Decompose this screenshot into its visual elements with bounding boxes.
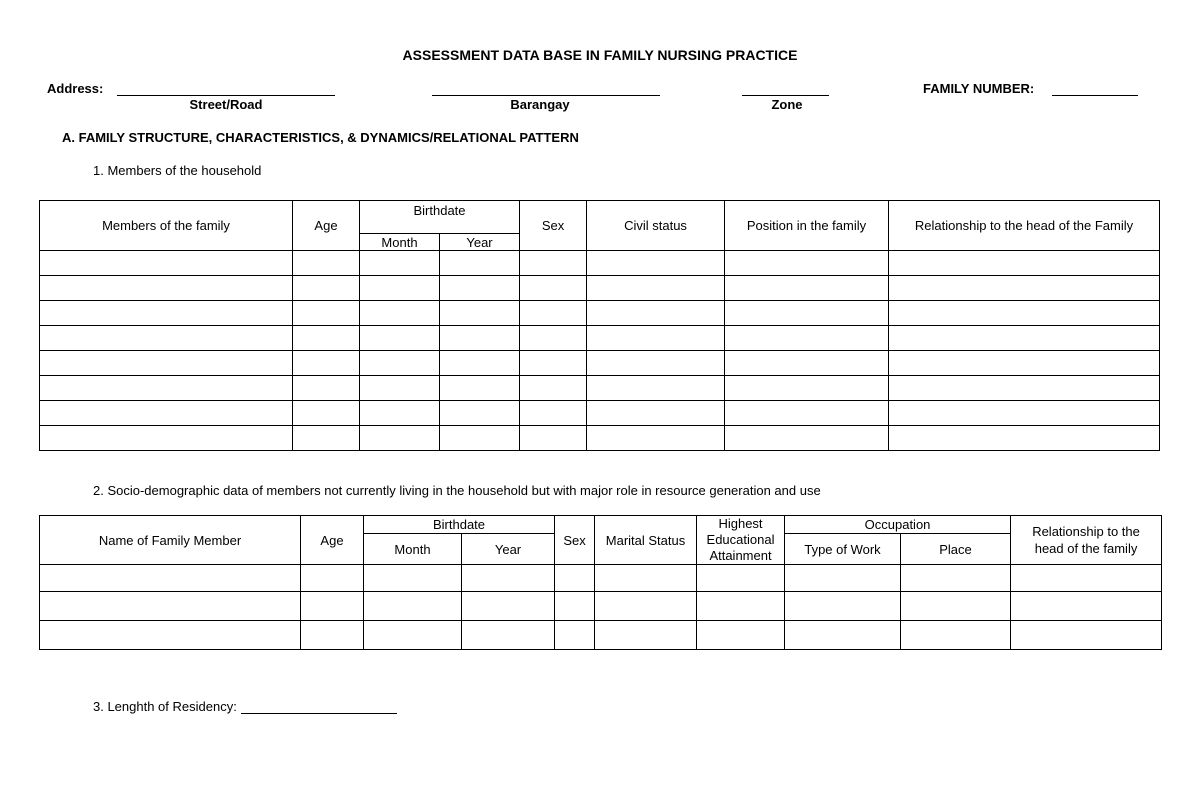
- table-cell[interactable]: [360, 351, 440, 376]
- table-cell[interactable]: [587, 301, 725, 326]
- header-birthdate: Birthdate: [360, 201, 520, 234]
- table-cell[interactable]: [785, 565, 901, 592]
- table-row: [40, 326, 1160, 351]
- street-road-caption: Street/Road: [189, 97, 263, 112]
- table-cell[interactable]: [587, 376, 725, 401]
- table-cell[interactable]: [360, 426, 440, 451]
- table-cell[interactable]: [587, 326, 725, 351]
- table-cell[interactable]: [293, 301, 360, 326]
- table-cell[interactable]: [725, 326, 889, 351]
- table-row: [40, 592, 1162, 621]
- table-cell[interactable]: [40, 426, 293, 451]
- table-cell[interactable]: [293, 401, 360, 426]
- table-cell[interactable]: [360, 376, 440, 401]
- table-cell[interactable]: [364, 592, 462, 621]
- table-cell[interactable]: [440, 401, 520, 426]
- header-type-of-work: Type of Work: [785, 534, 901, 565]
- zone-caption: Zone: [771, 97, 803, 112]
- non-resident-members-table: [39, 515, 1162, 650]
- table-cell[interactable]: [555, 592, 595, 621]
- table-cell[interactable]: [520, 301, 587, 326]
- table-cell[interactable]: [587, 276, 725, 301]
- table-cell[interactable]: [360, 301, 440, 326]
- table-cell[interactable]: [301, 592, 364, 621]
- table-cell[interactable]: [785, 621, 901, 650]
- item-1-label: 1. Members of the household: [93, 163, 262, 178]
- table-cell[interactable]: [889, 326, 1160, 351]
- table-row: [40, 351, 1160, 376]
- table-cell[interactable]: [293, 276, 360, 301]
- table-cell[interactable]: [301, 621, 364, 650]
- table-cell[interactable]: [462, 565, 555, 592]
- zone-field[interactable]: [742, 95, 829, 96]
- table-cell[interactable]: [1011, 592, 1162, 621]
- table-cell[interactable]: [889, 401, 1160, 426]
- table-cell[interactable]: [40, 621, 301, 650]
- table-row: [40, 426, 1160, 451]
- table-cell[interactable]: [697, 621, 785, 650]
- header-educational-attainment: Highest Educational Attainment: [697, 516, 785, 565]
- table-cell[interactable]: [440, 326, 520, 351]
- table-cell[interactable]: [462, 592, 555, 621]
- table-cell[interactable]: [520, 401, 587, 426]
- item-2-label: 2. Socio-demographic data of members not currently living in the household but with major role in resource generation and use: [93, 483, 821, 498]
- household-members-table: [39, 200, 1160, 451]
- section-a-heading: A. FAMILY STRUCTURE, CHARACTERISTICS, & DYNAMICS/RELATIONAL PATTERN: [62, 130, 579, 145]
- table-cell[interactable]: [301, 565, 364, 592]
- table-cell[interactable]: [725, 276, 889, 301]
- street-road-field[interactable]: [117, 95, 335, 96]
- header-relationship: Relationship to the head of the Family: [889, 201, 1160, 251]
- table-cell[interactable]: [697, 592, 785, 621]
- table-cell[interactable]: [440, 426, 520, 451]
- table-row: [40, 401, 1160, 426]
- table-cell[interactable]: [360, 276, 440, 301]
- table-cell[interactable]: [595, 565, 697, 592]
- header-age: Age: [293, 201, 360, 251]
- barangay-field[interactable]: [432, 95, 660, 96]
- table-cell[interactable]: [40, 351, 293, 376]
- table-cell[interactable]: [40, 401, 293, 426]
- table-cell[interactable]: [440, 351, 520, 376]
- table-cell[interactable]: [364, 621, 462, 650]
- header-position: Position in the family: [725, 201, 889, 251]
- header-year-2: Year: [462, 534, 555, 565]
- header-sex: Sex: [520, 201, 587, 251]
- table-cell[interactable]: [1011, 621, 1162, 650]
- header-year: Year: [440, 234, 520, 251]
- item-3: [93, 699, 397, 714]
- table-cell[interactable]: [40, 565, 301, 592]
- table-cell[interactable]: [725, 426, 889, 451]
- table-cell[interactable]: [40, 326, 293, 351]
- table-cell[interactable]: [889, 251, 1160, 276]
- table-cell[interactable]: [293, 326, 360, 351]
- table-cell[interactable]: [889, 276, 1160, 301]
- table-cell[interactable]: [889, 426, 1160, 451]
- table-cell[interactable]: [520, 376, 587, 401]
- header-relationship-2: Relationship to the head of the family: [1011, 516, 1162, 565]
- table-cell[interactable]: [360, 251, 440, 276]
- table-cell[interactable]: [360, 326, 440, 351]
- barangay-caption: Barangay: [510, 97, 570, 112]
- table-row: [40, 376, 1160, 401]
- table-cell[interactable]: [901, 592, 1011, 621]
- table-cell[interactable]: [595, 592, 697, 621]
- table-cell[interactable]: [520, 326, 587, 351]
- table-row: [40, 251, 1160, 276]
- table-cell[interactable]: [889, 376, 1160, 401]
- form-title: ASSESSMENT DATA BASE IN FAMILY NURSING PRACTICE: [402, 47, 798, 63]
- table-cell[interactable]: [293, 426, 360, 451]
- table-cell[interactable]: [440, 376, 520, 401]
- table-cell[interactable]: [40, 592, 301, 621]
- table-cell[interactable]: [587, 401, 725, 426]
- table-cell[interactable]: [293, 376, 360, 401]
- table-cell[interactable]: [293, 251, 360, 276]
- header-civil-status: Civil status: [587, 201, 725, 251]
- table-row: [40, 621, 1162, 650]
- table-cell[interactable]: [440, 276, 520, 301]
- table-cell[interactable]: [889, 301, 1160, 326]
- table-cell[interactable]: [725, 251, 889, 276]
- table-cell[interactable]: [725, 351, 889, 376]
- header-occupation: Occupation: [785, 516, 1011, 534]
- header-month-2: Month: [364, 534, 462, 565]
- item-3-label: 3. Lenghth of Residency:: [93, 699, 237, 714]
- table-cell[interactable]: [785, 592, 901, 621]
- table-cell[interactable]: [293, 351, 360, 376]
- table-cell[interactable]: [725, 376, 889, 401]
- table-cell[interactable]: [697, 565, 785, 592]
- length-of-residency-field[interactable]: [241, 699, 397, 714]
- table-cell[interactable]: [364, 565, 462, 592]
- header-age-2: Age: [301, 516, 364, 565]
- table-cell[interactable]: [440, 301, 520, 326]
- table-cell[interactable]: [360, 401, 440, 426]
- table-row: [40, 276, 1160, 301]
- table-cell[interactable]: [40, 376, 293, 401]
- table-cell[interactable]: [520, 276, 587, 301]
- table-row: [40, 301, 1160, 326]
- table-cell[interactable]: [520, 251, 587, 276]
- header-members-of-family: Members of the family: [40, 201, 293, 251]
- table-cell[interactable]: [587, 351, 725, 376]
- table-cell[interactable]: [1011, 565, 1162, 592]
- table-cell[interactable]: [587, 251, 725, 276]
- header-place: Place: [901, 534, 1011, 565]
- table-cell[interactable]: [462, 621, 555, 650]
- header-sex-2: Sex: [555, 516, 595, 565]
- table-cell[interactable]: [889, 351, 1160, 376]
- table-cell[interactable]: [40, 276, 293, 301]
- table-row: [40, 565, 1162, 592]
- table-cell[interactable]: [725, 401, 889, 426]
- table-cell[interactable]: [520, 426, 587, 451]
- header-birthdate-2: Birthdate: [364, 516, 555, 534]
- header-name-of-family-member: Name of Family Member: [40, 516, 301, 565]
- header-month: Month: [360, 234, 440, 251]
- family-number-field[interactable]: [1052, 95, 1138, 96]
- table-cell[interactable]: [440, 251, 520, 276]
- table-cell[interactable]: [40, 251, 293, 276]
- table-cell[interactable]: [555, 565, 595, 592]
- table-cell[interactable]: [40, 301, 293, 326]
- table-cell[interactable]: [520, 351, 587, 376]
- header-marital-status: Marital Status: [595, 516, 697, 565]
- table-cell[interactable]: [587, 426, 725, 451]
- address-label: Address:: [47, 81, 104, 96]
- table-cell[interactable]: [901, 565, 1011, 592]
- table-cell[interactable]: [901, 621, 1011, 650]
- table-cell[interactable]: [725, 301, 889, 326]
- family-number-label: FAMILY NUMBER:: [923, 81, 1035, 96]
- table-cell[interactable]: [555, 621, 595, 650]
- table-cell[interactable]: [595, 621, 697, 650]
